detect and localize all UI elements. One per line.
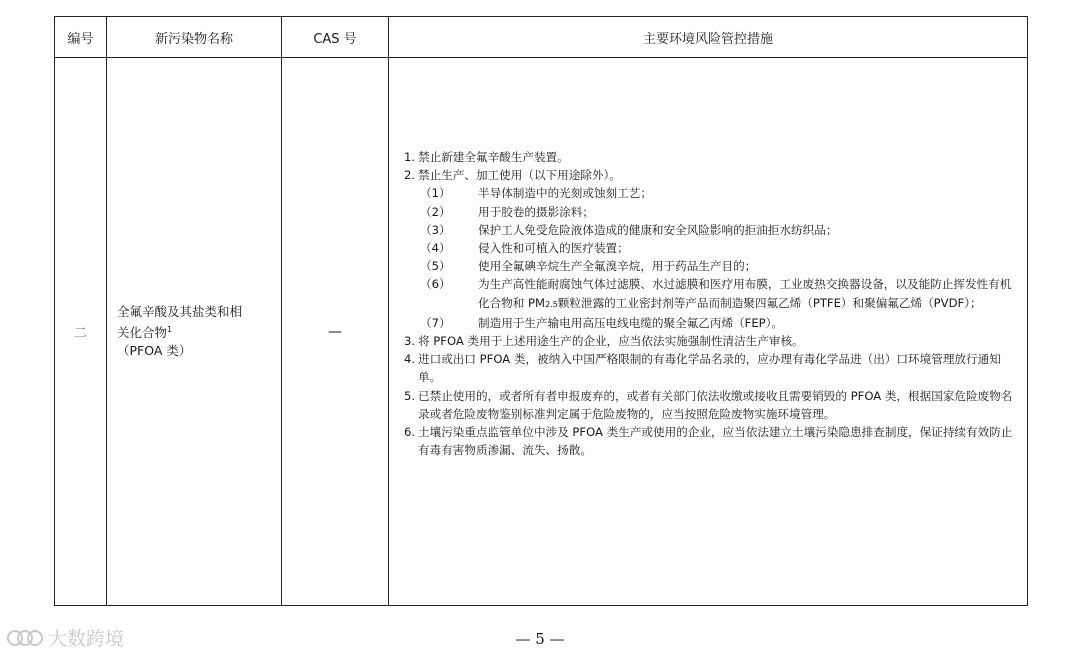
measure-item: 2. 禁止生产、加工使用（以下用途除外）。 xyxy=(404,168,621,183)
header-measures: 主要环境风险管控措施 xyxy=(389,17,1028,58)
exemption-item: （2） 用于胶卷的摄影涂料； xyxy=(420,204,594,219)
row-number: 二 xyxy=(55,58,107,606)
header-cas: CAS 号 xyxy=(282,17,389,58)
page-number: — 5 — xyxy=(515,630,565,648)
pollutant-name xyxy=(107,58,282,606)
watermark-text: 大数跨境 xyxy=(48,628,125,650)
exemption-item: （7） 制造用于生产输电用高压电线电缆的聚全氟乙丙烯（FEP）。 xyxy=(420,315,784,330)
header-name: 新污染物名称 xyxy=(107,17,282,58)
measure-item: 6. 土壤污染重点监管单位中涉及 PFOA 类生产或使用的企业，应当依法建立土壤污染隐患排查制度，保证持续有效防止有毒有害物质渗漏、流失、扬散。 xyxy=(404,425,1013,458)
name-line-1: 全氟辛酸及其盐类和相 xyxy=(117,303,243,319)
name-line-3: （PFOA 类） xyxy=(117,343,192,359)
table-row xyxy=(55,58,1028,606)
measure-item: 3. 将 PFOA 类用于上述用途生产的企业，应当依法实施强制性清洁生产审核。 xyxy=(404,334,804,349)
measure-item: 4. 进口或出口 PFOA 类，被纳入中国严格限制的有毒化学品名录的，应办理有毒化学品进（出）口环境管理放行通知单。 xyxy=(404,352,1001,385)
exemption-item: （6） 为生产高性能耐腐蚀气体过滤膜、水过滤膜和医疗用布膜，工业废热交换器设备，以及能防止挥发性有机化合物和 PM2.5颗粒泄露的工业密封剂等产品而制造聚四氟乙烯（PTFE）和聚偏氟乙烯（PVDF）； xyxy=(420,277,1012,310)
exemption-item: （1） 半导体制造中的光刻或蚀刻工艺； xyxy=(420,186,652,201)
exemption-item: （5） 使用全氟碘辛烷生产全氟溴辛烷，用于药品生产目的； xyxy=(420,259,757,274)
pollutant-table xyxy=(54,16,1028,606)
control-measures xyxy=(389,58,1028,606)
name-line-2: 关化合物 xyxy=(117,325,168,341)
cas-number: — xyxy=(282,58,389,606)
header-number: 编号 xyxy=(55,17,107,58)
measure-item: 5. 已禁止使用的，或者所有者申报废弃的，或者有关部门依法收缴或接收且需要销毁的 PFOA 类，根据国家危险废物名录或者危险废物鉴别标准判定属于危险废物的，应当按照危险废物实施环境管理。 xyxy=(404,388,1013,421)
table-header-row xyxy=(55,17,1028,58)
footnote-mark: 1 xyxy=(167,324,173,334)
measure-item: 1. 禁止新建全氟辛酸生产装置。 xyxy=(404,150,569,164)
exemption-item: （4） 侵入性和可植入的医疗装置； xyxy=(420,241,629,256)
exemption-item: （3） 保护工人免受危险液体造成的健康和安全风险影响的拒油拒水纺织品； xyxy=(420,222,838,237)
